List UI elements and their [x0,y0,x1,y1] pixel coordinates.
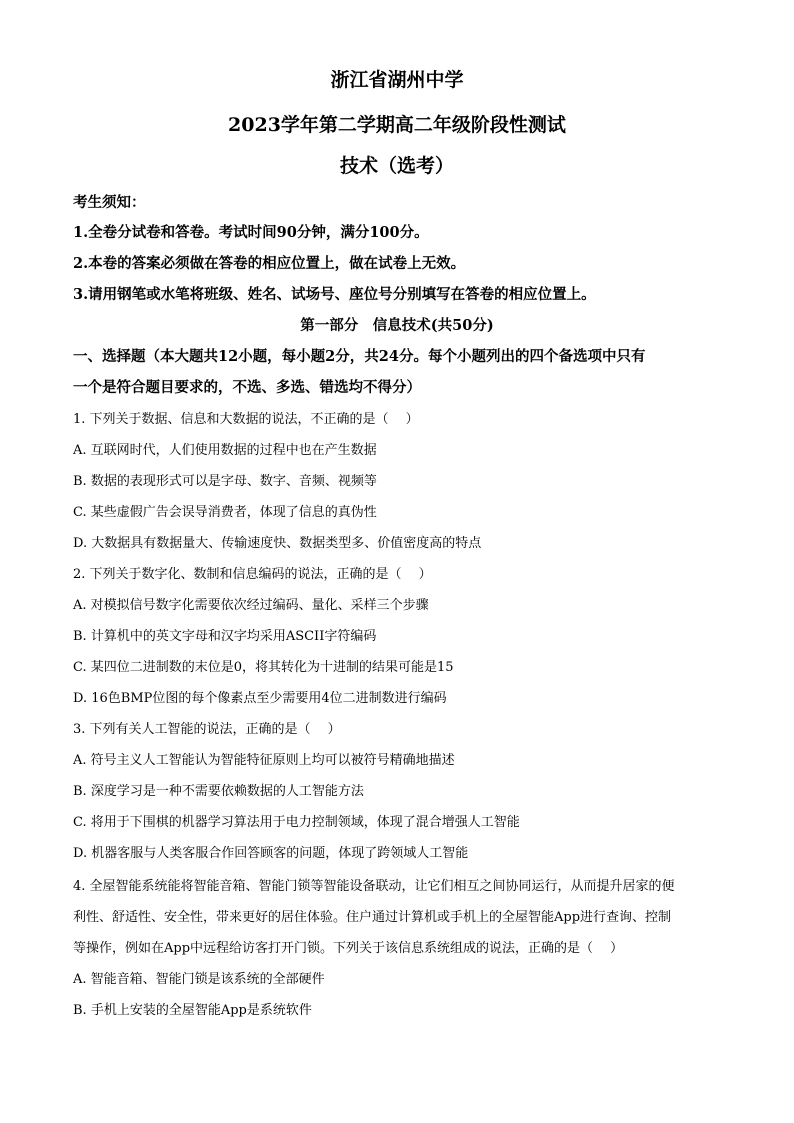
question-1-stem: 1. 下列关于数据、信息和大数据的说法，不正确的是（ ） [73,412,419,427]
question-3-option-a: A. 符号主义人工智能认为智能特征原则上均可以被符号精确地描述 [73,753,455,768]
school-name: 浙江省湖州中学 [330,69,464,91]
question-3-option-c: C. 将用于下围棋的机器学习算法用于电力控制领域，体现了混合增强人工智能 [73,815,520,830]
question-4-option-a: A. 智能音箱、智能门锁是该系统的全部硬件 [73,972,325,987]
subject-title: 技术（选考） [339,155,454,177]
question-2-option-b: B. 计算机中的英文字母和汉字均采用ASCII字符编码 [73,629,377,644]
question-4-stem-line-3: 等操作，例如在App中远程给访客打开门锁。下列关于该信息系统组成的说法，正确的是（ ） [73,941,624,956]
notice-item-1: 1.全卷分试卷和答卷。考试时间90分钟，满分100分。 [73,224,429,241]
part-title: 第一部分 信息技术(共50分) [300,317,494,334]
section-title-line-2: 一个是符合题目要求的，不选、多选、错选均不得分） [73,379,421,396]
question-4-option-b: B. 手机上安装的全屋智能App是系统软件 [73,1003,312,1018]
notice-heading: 考生须知： [73,194,146,211]
section-title-line-1: 一、选择题（本大题共12小题，每小题2分，共24分。每个小题列出的四个备选项中只有 [73,348,646,365]
question-2-option-d: D. 16色BMP位图的每个像素点至少需要用4位二进制数进行编码 [73,691,447,706]
question-1-option-c: C. 某些虚假广告会误导消费者，体现了信息的真伪性 [73,505,377,520]
question-2-option-c: C. 某四位二进制数的末位是0，将其转化为十进制的结果可能是15 [73,660,454,675]
question-1-option-d: D. 大数据具有数据量大、传输速度快、数据类型多、价值密度高的特点 [73,536,482,551]
question-3-option-d: D. 机器客服与人类客服合作回答顾客的问题，体现了跨领域人工智能 [73,846,469,861]
exam-name: 2023学年第二学期高二年级阶段性测试 [228,114,566,136]
question-3-stem: 3. 下列有关人工智能的说法，正确的是（ ） [73,722,341,737]
notice-item-3: 3.请用钢笔或水笔将班级、姓名、试场号、座位号分别填写在答卷的相应位置上。 [73,286,596,303]
question-2-stem: 2. 下列关于数字化、数制和信息编码的说法，正确的是（ ） [73,567,432,582]
question-3-option-b: B. 深度学习是一种不需要依赖数据的人工智能方法 [73,784,364,799]
question-1-option-a: A. 互联网时代，人们使用数据的过程中也在产生数据 [73,443,377,458]
question-2-option-a: A. 对模拟信号数字化需要依次经过编码、量化、采样三个步骤 [73,598,429,613]
question-4-stem-line-1: 4. 全屋智能系统能将智能音箱、智能门锁等智能设备联动，让它们相互之间协同运行，从而提升居家的便 [73,879,675,894]
question-1-option-b: B. 数据的表现形式可以是字母、数字、音频、视频等 [73,474,377,489]
notice-item-2: 2.本卷的答案必须做在答卷的相应位置上，做在试卷上无效。 [73,255,466,272]
question-4-stem-line-2: 利性、舒适性、安全性，带来更好的居住体验。住户通过计算机或手机上的全屋智能App进行查询、控制 [73,910,672,925]
